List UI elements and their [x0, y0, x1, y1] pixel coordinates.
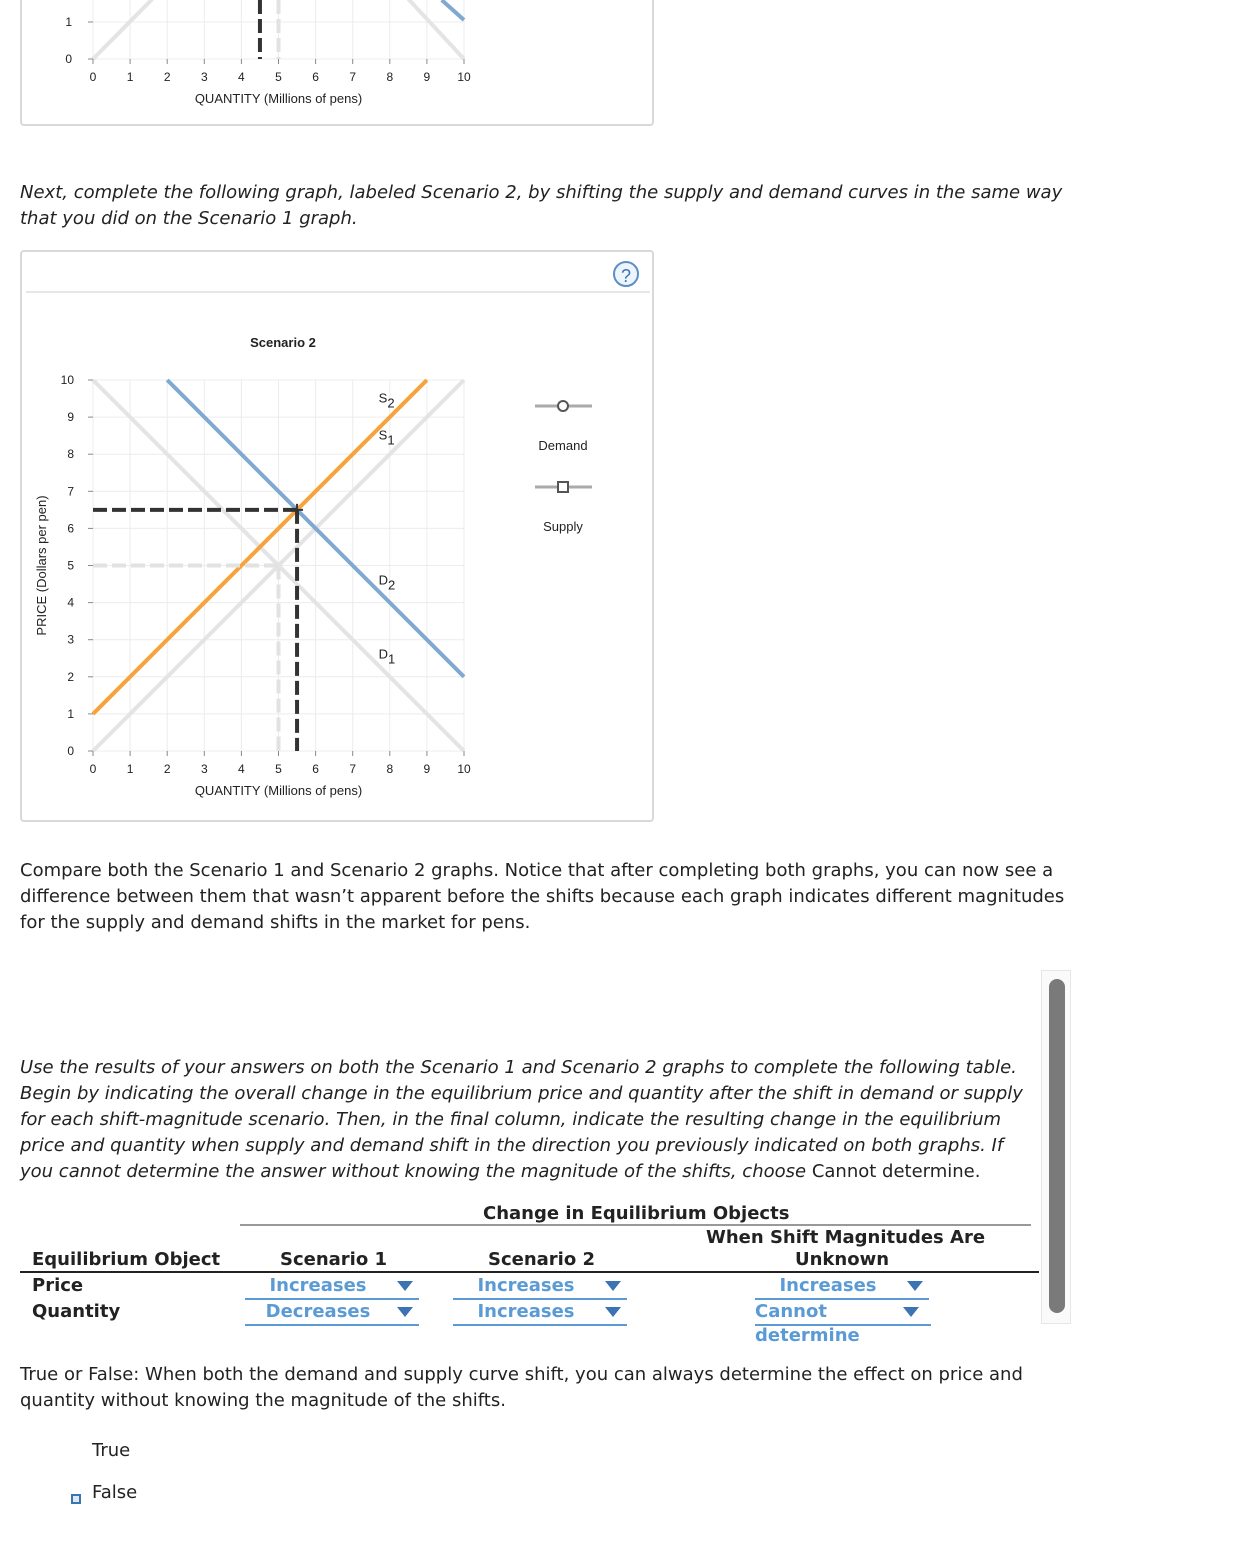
table-instructions: [20, 1055, 1040, 1185]
quantity-scenario2-value: Increases: [477, 1301, 575, 1322]
x-tick-label: 5: [275, 70, 282, 84]
curve-fragment: [93, 0, 152, 59]
y-tick-label: 1: [65, 15, 72, 29]
y-tick-label: 0: [67, 744, 74, 758]
x-tick-label: 3: [200, 762, 208, 776]
label-s1: S1: [378, 427, 395, 448]
legend-supply-label: Supply: [543, 519, 583, 534]
scenario2-graph[interactable]: [22, 252, 652, 820]
y-tick-label: 10: [60, 373, 74, 387]
header-rule: [20, 1271, 1039, 1273]
y-tick-label: 9: [67, 410, 74, 425]
group-header-rule: [240, 1224, 1031, 1226]
col-object-header: Equilibrium Object: [32, 1249, 221, 1270]
table-instructions-text: Use the results of your answers on both the Scenario 1 and Scenario 2 graphs to complete the following table. Begin by indicating the overall change in the equilibrium price and quantity after the shift in demand or supply for each shift-magnitude scenario. Then, in the final column, indicate the resulting change in the equilibrium price and quantity when supply and demand shift in the direction you previously indicated on both graphs. If you cannot determine the answer without knowing the magnitude of the shifts, choose: [20, 1057, 1023, 1182]
x-tick-label: 3: [200, 70, 208, 84]
y-tick-label: 0: [65, 52, 72, 66]
x-tick-label: 4: [238, 762, 245, 776]
price-scenario2-value: Increases: [477, 1275, 575, 1296]
help-icon[interactable]: ?: [613, 261, 639, 287]
cannot-determine-option-text: Cannot determine.: [811, 1161, 981, 1182]
y-tick-label: 4: [67, 595, 74, 610]
col-scenario2-header: Scenario 2: [488, 1249, 596, 1270]
option-true[interactable]: True: [92, 1440, 131, 1461]
y-axis-label: PRICE (Dollars per pen): [34, 495, 49, 636]
quantity-scenario1-dropdown[interactable]: [245, 1300, 419, 1326]
x-tick-label: 9: [423, 70, 431, 84]
chevron-down-icon: [397, 1307, 413, 1317]
x-tick-label: 6: [312, 70, 319, 84]
x-tick-label: 8: [386, 70, 394, 84]
chevron-down-icon: [605, 1307, 621, 1317]
col-unknown-header-line1: When Shift Magnitudes Are: [706, 1227, 986, 1248]
x-tick-label: 8: [386, 762, 394, 776]
row-label-quantity: Quantity: [32, 1301, 121, 1322]
chevron-down-icon: [605, 1281, 621, 1291]
quantity-unknown-value: Cannot determine: [755, 1301, 860, 1346]
x-tick-label: 7: [349, 762, 357, 776]
y-tick-label: 6: [67, 521, 74, 536]
chevron-down-icon: [903, 1307, 919, 1317]
quantity-scenario1-value: Decreases: [265, 1301, 371, 1322]
x-axis-label: QUANTITY (Millions of pens): [194, 783, 363, 798]
price-unknown-value: Increases: [779, 1275, 877, 1296]
x-tick-label: 10: [457, 70, 471, 84]
x-tick-label: 6: [312, 762, 319, 776]
legend-demand-label: Demand: [538, 438, 588, 453]
radio-false-icon[interactable]: [71, 1494, 81, 1504]
true-false-question: True or False: When both the demand and supply curve shift, you can always determine the effect on price and quantity without knowing the magnitude of the shifts.: [20, 1364, 1023, 1411]
x-tick-label: 2: [163, 762, 171, 776]
y-tick-label: 8: [67, 447, 74, 462]
x-axis-label: QUANTITY (Millions of pens): [194, 91, 363, 106]
legend-demand-circle-icon: [558, 401, 568, 411]
y-tick-label: 2: [67, 669, 74, 684]
x-tick-label: 10: [457, 762, 471, 776]
x-tick-label: 5: [275, 762, 282, 776]
price-scenario1-value: Increases: [269, 1275, 367, 1296]
x-tick-label: 7: [349, 70, 357, 84]
col-unknown-header-line2: Unknown: [795, 1249, 890, 1270]
x-tick-label: 1: [126, 762, 134, 776]
row-label-price: Price: [32, 1275, 84, 1296]
table-scrollbar[interactable]: [1041, 970, 1071, 1324]
quantity-unknown-dropdown[interactable]: [755, 1300, 931, 1346]
table-group-header: Change in Equilibrium Objects: [483, 1203, 790, 1224]
price-scenario2-dropdown[interactable]: [453, 1274, 627, 1300]
y-tick-label: 7: [67, 484, 74, 499]
compare-paragraph: Compare both the Scenario 1 and Scenario 2 graphs. Notice that after completing both graphs, you can now see a difference between them that wasn’t apparent before the shifts because each graph indicates different magnitudes for the supply and demand shifts in the market for pens.: [20, 860, 1065, 933]
x-tick-label: 1: [126, 70, 134, 84]
col-scenario1-header: Scenario 1: [280, 1249, 388, 1270]
price-scenario1-dropdown[interactable]: [245, 1274, 419, 1300]
scenario2-instructions: Next, complete the following graph, labeled Scenario 2, by shifting the supply and demand curves in the same way that you did on the Scenario 1 graph.: [20, 182, 1063, 229]
quantity-scenario2-dropdown[interactable]: [453, 1300, 627, 1326]
chevron-down-icon: [397, 1281, 413, 1291]
scenario1-graph: [22, 0, 652, 124]
scenario2-graph-panel: [20, 250, 654, 822]
curve-fragment: [408, 0, 464, 59]
x-tick-label: 4: [238, 70, 245, 84]
x-tick-label: 0: [89, 70, 97, 84]
chevron-down-icon: [907, 1281, 923, 1291]
label-d2: D2: [378, 572, 396, 593]
scrollbar-thumb[interactable]: [1049, 979, 1065, 1313]
y-tick-label: 5: [67, 558, 74, 573]
x-tick-label: 9: [423, 762, 431, 776]
label-d1: D1: [378, 646, 396, 667]
option-false[interactable]: False: [92, 1482, 138, 1503]
price-unknown-dropdown[interactable]: [755, 1274, 929, 1300]
label-s2: S2: [378, 390, 395, 411]
curve-fragment-demand: [442, 0, 464, 20]
y-tick-label: 3: [67, 632, 74, 647]
y-tick-label: 1: [67, 706, 74, 721]
x-tick-label: 2: [163, 70, 171, 84]
chart-title: Scenario 2: [250, 335, 316, 350]
scenario1-graph-panel: [20, 0, 654, 126]
legend-supply-square-icon: [558, 482, 568, 492]
x-tick-label: 0: [89, 762, 97, 776]
